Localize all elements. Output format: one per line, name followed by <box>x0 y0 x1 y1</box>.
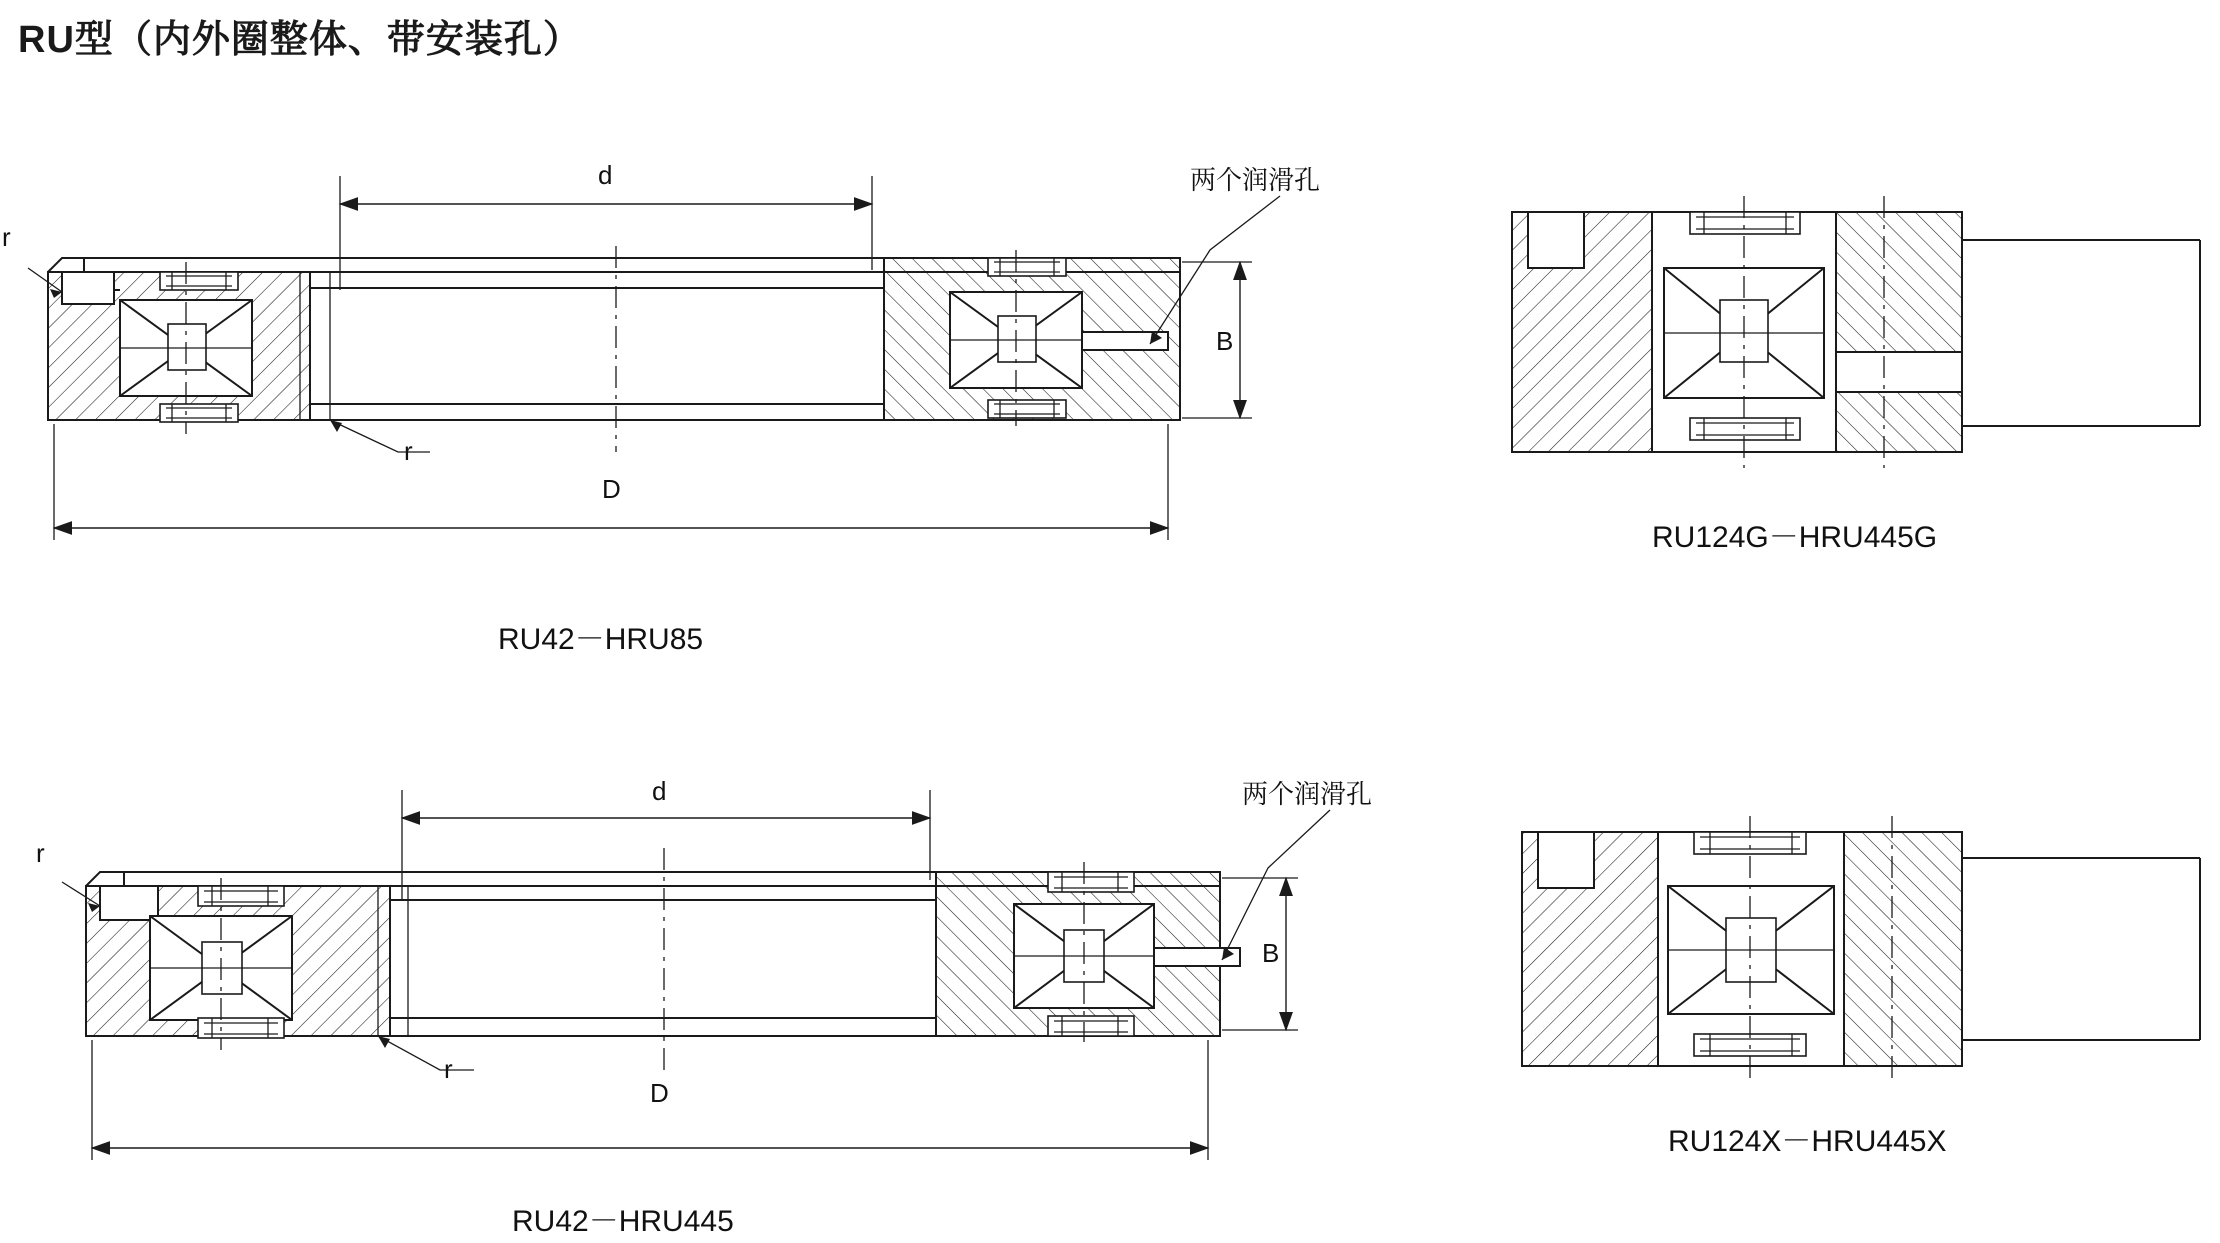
caption-bottom-left: RU42－HRU445 <box>512 1205 734 1238</box>
label-r-left-bottom: r <box>36 838 45 868</box>
figure-top-right-geometry <box>1512 196 2200 468</box>
figure-top-left-geometry <box>28 176 1280 540</box>
label-lube-holes-top: 两个润滑孔 <box>1190 165 1321 195</box>
label-D-bottom: D <box>650 1078 669 1108</box>
label-D-top: D <box>602 474 621 504</box>
caption-top-right: RU124G－HRU445G <box>1652 521 1938 554</box>
figure-bottom-right-geometry <box>1522 816 2200 1084</box>
label-d-bottom: d <box>652 776 667 806</box>
label-r-inner-bottom: r <box>444 1054 453 1084</box>
caption-top-left: RU42－HRU85 <box>498 623 704 656</box>
label-r-left-top: r <box>2 222 11 252</box>
label-d-top: d <box>598 160 613 190</box>
page-title: RU型（内外圈整体、带安装孔） <box>18 19 582 61</box>
label-B-bottom: B <box>1262 938 1280 968</box>
caption-bottom-right: RU124X－HRU445X <box>1668 1125 1947 1158</box>
label-B-top: B <box>1216 326 1234 356</box>
label-lube-holes-bottom: 两个润滑孔 <box>1242 779 1373 809</box>
figure-bottom-left-geometry <box>62 790 1330 1160</box>
label-r-inner-top: r <box>404 436 413 466</box>
